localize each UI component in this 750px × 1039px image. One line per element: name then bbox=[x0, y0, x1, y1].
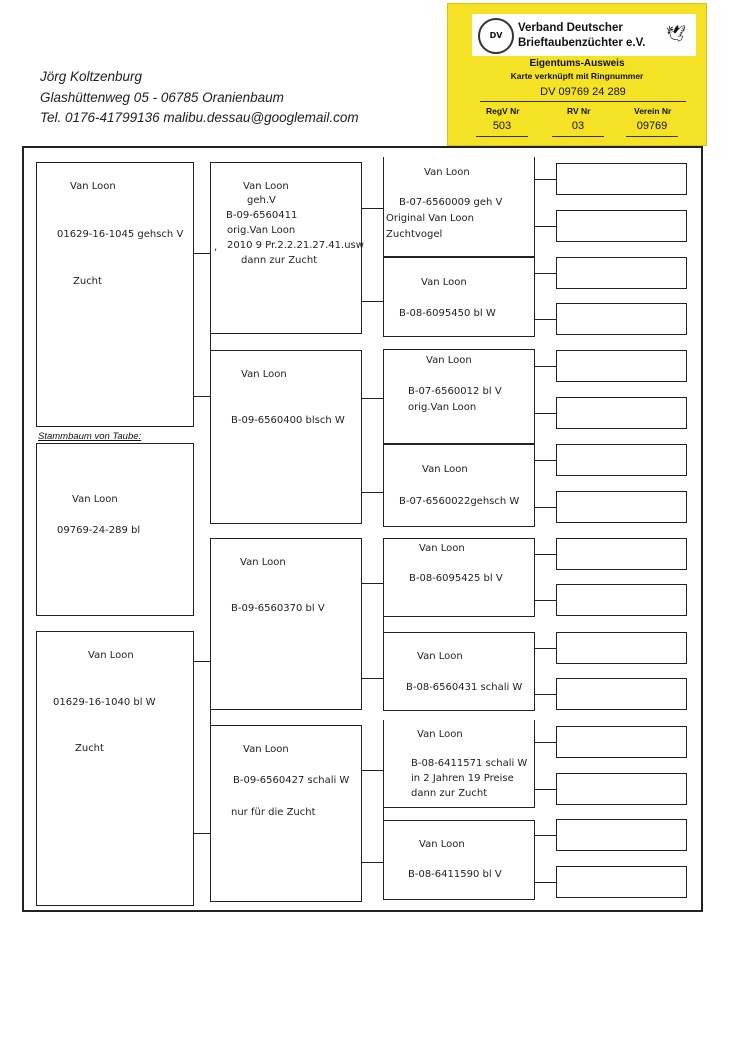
connector-line bbox=[534, 366, 556, 367]
connector-line bbox=[534, 554, 535, 600]
mother-ring: 01629-16-1040 bl W bbox=[53, 697, 156, 708]
card-subtitle: Karte verknüpft mit Ringnummer bbox=[510, 71, 644, 81]
mf-ring: B-09-6560370 bl V bbox=[231, 603, 325, 614]
ancestor-empty-box bbox=[556, 819, 687, 851]
g7-ring: B-08-6411571 schali W bbox=[411, 758, 528, 769]
connector-line bbox=[534, 179, 535, 226]
g3-box bbox=[383, 349, 535, 444]
g7-note: dann zur Zucht bbox=[411, 788, 488, 799]
father-note: Zucht bbox=[73, 276, 102, 287]
ff-mark: , bbox=[214, 242, 218, 253]
rv-value: 03 bbox=[552, 120, 604, 137]
ancestor-empty-box bbox=[556, 163, 687, 195]
connector-line bbox=[534, 226, 556, 227]
ff-origin: orig.Van Loon bbox=[227, 225, 296, 236]
g6-ring: B-08-6560431 schali W bbox=[406, 682, 523, 693]
connector-line bbox=[534, 789, 556, 790]
ancestor-empty-box bbox=[556, 773, 687, 805]
connector-line bbox=[534, 742, 556, 743]
father-box bbox=[36, 162, 194, 427]
g6-box bbox=[383, 632, 535, 711]
fm-breed: Van Loon bbox=[241, 369, 287, 380]
connector-line bbox=[534, 600, 556, 601]
association-logo-icon: DV bbox=[478, 18, 514, 54]
mm-note: nur für die Zucht bbox=[231, 807, 316, 818]
ancestor-empty-box bbox=[556, 538, 687, 570]
rv-label: RV Nr bbox=[567, 106, 591, 116]
card-org-line2: Brieftaubenzüchter e.V. bbox=[518, 37, 646, 49]
connector-line bbox=[534, 460, 535, 507]
g8-box bbox=[383, 820, 535, 900]
owner-address: Glashüttenweg 05 - 06785 Oranienbaum bbox=[40, 90, 284, 105]
ff-ring: B-09-6560411 bbox=[226, 210, 298, 221]
owner-name: Jörg Koltzenburg bbox=[40, 69, 143, 84]
fm-box bbox=[210, 350, 362, 524]
connector-line bbox=[534, 835, 535, 882]
connector-line bbox=[534, 694, 556, 695]
g1-box bbox=[383, 157, 535, 257]
g4-ring: B-07-6560022gehsch W bbox=[399, 496, 520, 507]
g8-ring: B-08-6411590 bl V bbox=[408, 869, 502, 880]
g4-breed: Van Loon bbox=[422, 464, 468, 475]
father-ring: 01629-16-1045 gehsch V bbox=[57, 229, 184, 240]
connector-line bbox=[534, 882, 556, 883]
ancestor-empty-box bbox=[556, 491, 687, 523]
connector-line bbox=[534, 413, 556, 414]
mm-box bbox=[210, 725, 362, 902]
g6-breed: Van Loon bbox=[417, 651, 463, 662]
connector-line bbox=[534, 742, 535, 789]
mother-breed: Van Loon bbox=[88, 650, 134, 661]
g2-ring: B-08-6095450 bl W bbox=[399, 308, 496, 319]
ancestor-empty-box bbox=[556, 257, 687, 289]
ff-color: geh.V bbox=[247, 195, 276, 206]
connector-line bbox=[534, 366, 535, 413]
regv-value: 503 bbox=[476, 120, 528, 137]
ancestor-empty-box bbox=[556, 444, 687, 476]
g7-box bbox=[383, 720, 535, 808]
ancestor-empty-box bbox=[556, 210, 687, 242]
mf-breed: Van Loon bbox=[240, 557, 286, 568]
ff-breed: Van Loon bbox=[243, 181, 289, 192]
g7-prizes: in 2 Jahren 19 Preise bbox=[411, 773, 514, 784]
ancestor-empty-box bbox=[556, 350, 687, 382]
connector-line bbox=[534, 273, 556, 274]
mm-ring: B-09-6560427 schali W bbox=[233, 775, 350, 786]
card-ring-number: DV 09769 24 289 bbox=[480, 86, 686, 102]
connector-line bbox=[534, 179, 556, 180]
g4-box bbox=[383, 444, 535, 527]
owner-contact: Tel. 0176-41799136 malibu.dessau@googlemail.com bbox=[40, 110, 359, 125]
g2-box bbox=[383, 257, 535, 337]
ancestor-empty-box bbox=[556, 584, 687, 616]
g1-ring: B-07-6560009 geh V bbox=[399, 197, 503, 208]
ancestor-empty-box bbox=[556, 866, 687, 898]
subject-ring: 09769-24-289 bl bbox=[57, 525, 141, 536]
card-org-line1: Verband Deutscher bbox=[518, 22, 623, 34]
g2-breed: Van Loon bbox=[421, 277, 467, 288]
ancestor-empty-box bbox=[556, 678, 687, 710]
fm-ring: B-09-6560400 blsch W bbox=[231, 415, 345, 426]
mother-box bbox=[36, 631, 194, 906]
connector-line bbox=[534, 554, 556, 555]
ff-box bbox=[210, 162, 362, 334]
card-title: Eigentums-Ausweis bbox=[529, 58, 625, 69]
verein-value: 09769 bbox=[626, 120, 678, 137]
subject-breed: Van Loon bbox=[72, 494, 118, 505]
g5-box bbox=[383, 538, 535, 617]
g5-breed: Van Loon bbox=[419, 543, 465, 554]
g1-breed: Van Loon bbox=[424, 167, 470, 178]
connector-line bbox=[534, 319, 556, 320]
ff-prizes: 2010 9 Pr.2.2.21.27.41.usw bbox=[227, 240, 364, 251]
ancestor-empty-box bbox=[556, 303, 687, 335]
father-breed: Van Loon bbox=[70, 181, 116, 192]
g3-ring: B-07-6560012 bl V bbox=[408, 386, 502, 397]
connector-line bbox=[534, 507, 556, 508]
connector-line bbox=[534, 648, 556, 649]
connector-line bbox=[534, 648, 535, 694]
connector-line bbox=[534, 835, 556, 836]
stammbaum-label: Stammbaum von Taube: bbox=[38, 431, 142, 442]
mother-note: Zucht bbox=[75, 743, 104, 754]
g5-ring: B-08-6095425 bl V bbox=[409, 573, 503, 584]
g1-note: Zuchtvogel bbox=[386, 229, 443, 240]
g3-origin: orig.Van Loon bbox=[408, 402, 477, 413]
ff-note: dann zur Zucht bbox=[241, 255, 318, 266]
ancestor-empty-box bbox=[556, 726, 687, 758]
pigeon-icon: 🕊 bbox=[666, 24, 687, 43]
connector-line bbox=[534, 460, 556, 461]
g8-breed: Van Loon bbox=[419, 839, 465, 850]
mf-box bbox=[210, 538, 362, 710]
ownership-card bbox=[447, 3, 707, 146]
ancestor-empty-box bbox=[556, 632, 687, 664]
g1-origin: Original Van Loon bbox=[386, 213, 474, 224]
mm-breed: Van Loon bbox=[243, 744, 289, 755]
g3-breed: Van Loon bbox=[426, 355, 472, 366]
connector-line bbox=[534, 273, 535, 319]
g7-breed: Van Loon bbox=[417, 729, 463, 740]
ancestor-empty-box bbox=[556, 397, 687, 429]
verein-label: Verein Nr bbox=[634, 106, 672, 116]
subject-box bbox=[36, 443, 194, 616]
regv-label: RegV Nr bbox=[486, 106, 520, 116]
